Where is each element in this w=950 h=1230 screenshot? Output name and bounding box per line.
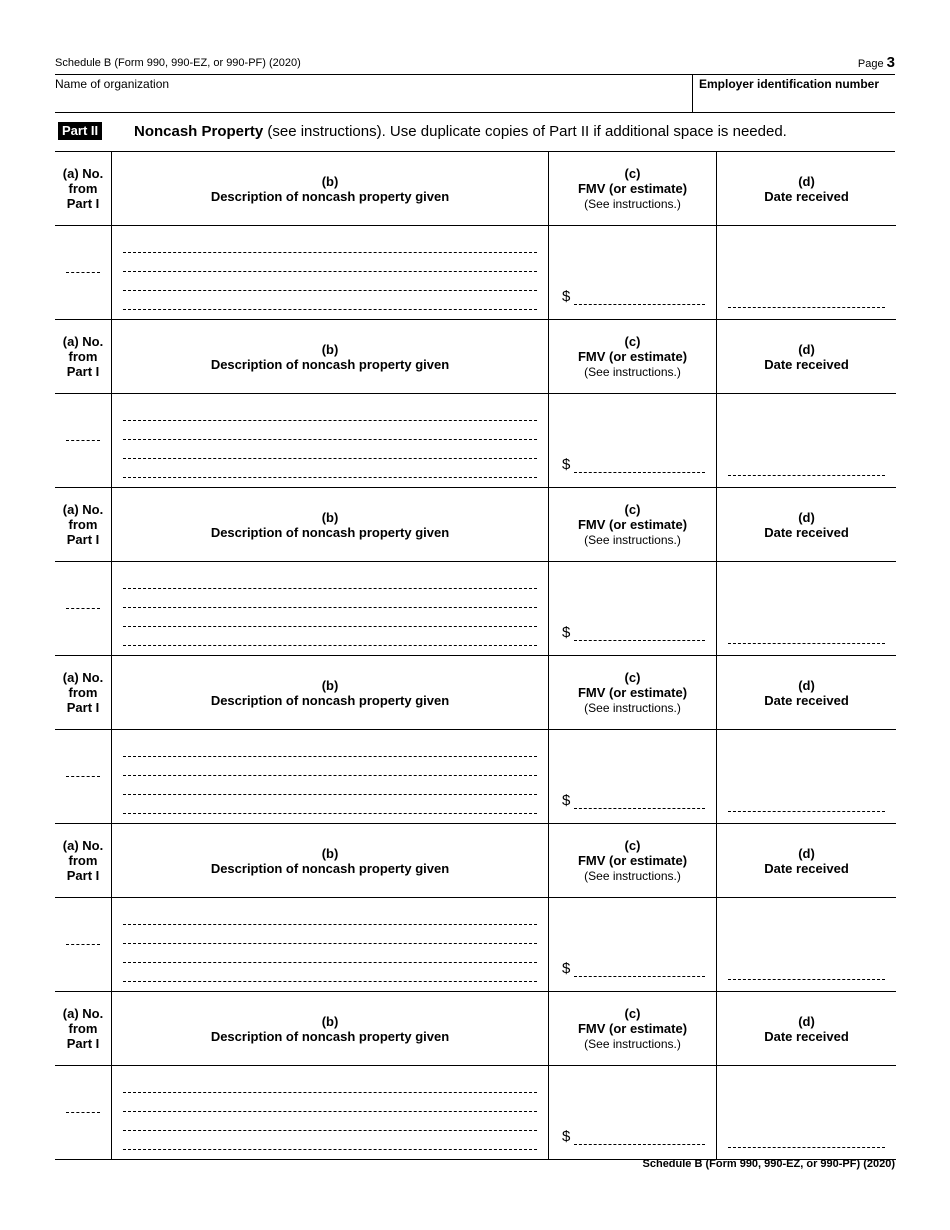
part-i-number-field[interactable] [55,730,112,824]
form-page [55,52,895,1170]
dollar-sign: $ [562,456,571,473]
page-number-value: 3 [886,54,895,71]
col-b-header: (b) Description of noncash property given [112,488,549,562]
entry-row [55,1066,896,1160]
part-title [134,123,787,140]
col-b-header: (b) Description of noncash property given [112,656,549,730]
col-a-header: (a) No. from Part I [55,656,112,730]
col-d-header: (d) Date received [717,656,897,730]
col-c-header: (c) FMV (or estimate) (See instructions.) [549,152,717,226]
ein-field[interactable] [692,75,895,112]
col-b-header: (b) Description of noncash property given [112,320,549,394]
dollar-sign: $ [562,624,571,641]
description-field[interactable] [112,226,549,320]
col-d-header: (d) Date received [717,992,897,1066]
date-received-field[interactable] [717,226,897,320]
column-header-row [55,488,896,562]
part-badge: Part II [58,122,102,140]
entry-row [55,898,896,992]
col-c-header: (c) FMV (or estimate) (See instructions.) [549,992,717,1066]
description-field[interactable] [112,730,549,824]
column-header-row [55,656,896,730]
dollar-sign: $ [562,792,571,809]
fmv-field[interactable] [549,1066,717,1160]
fmv-field[interactable] [549,898,717,992]
dollar-sign: $ [562,1128,571,1145]
description-field[interactable] [112,394,549,488]
col-a-header: (a) No. from Part I [55,992,112,1066]
col-d-header: (d) Date received [717,320,897,394]
part-heading [55,113,895,152]
date-received-field[interactable] [717,1066,897,1160]
ein-label: Employer identification number [699,77,880,91]
column-header-row [55,152,896,226]
fmv-field[interactable] [549,226,717,320]
col-d-header: (d) Date received [717,152,897,226]
entry-row [55,562,896,656]
col-c-header: (c) FMV (or estimate) (See instructions.) [549,824,717,898]
dollar-sign: $ [562,960,571,977]
col-c-header: (c) FMV (or estimate) (See instructions.) [549,488,717,562]
entry-row [55,394,896,488]
description-field[interactable] [112,562,549,656]
description-field[interactable] [112,898,549,992]
col-b-header: (b) Description of noncash property given [112,824,549,898]
col-a-header: (a) No. from Part I [55,320,112,394]
col-c-header: (c) FMV (or estimate) (See instructions.) [549,656,717,730]
entry-row [55,226,896,320]
footer-form-id: Schedule B (Form 990, 990-EZ, or 990-PF) (2020) [642,1158,895,1170]
column-header-row [55,992,896,1066]
part-i-number-field[interactable] [55,562,112,656]
form-header [55,52,895,74]
fmv-field[interactable] [549,730,717,824]
column-header-row [55,320,896,394]
col-a-header: (a) No. from Part I [55,488,112,562]
entry-row [55,730,896,824]
col-a-header: (a) No. from Part I [55,152,112,226]
date-received-field[interactable] [717,730,897,824]
organization-row [55,74,895,113]
form-id: Schedule B (Form 990, 990-EZ, or 990-PF) (2020) [55,57,301,69]
part-title-bold: Noncash Property [134,123,264,140]
part-i-number-field[interactable] [55,394,112,488]
description-field[interactable] [112,1066,549,1160]
col-d-header: (d) Date received [717,824,897,898]
col-c-header: (c) FMV (or estimate) (See instructions.) [549,320,717,394]
noncash-property-table [55,152,896,1160]
col-d-header: (d) Date received [717,488,897,562]
date-received-field[interactable] [717,898,897,992]
page-prefix: Page [857,58,884,70]
col-a-header: (a) No. from Part I [55,824,112,898]
fmv-field[interactable] [549,562,717,656]
dollar-sign: $ [562,288,571,305]
part-title-rest: (see instructions). Use duplicate copies of Part II if additional space is needed. [267,123,787,140]
part-i-number-field[interactable] [55,226,112,320]
part-i-number-field[interactable] [55,898,112,992]
column-header-row [55,824,896,898]
date-received-field[interactable] [717,394,897,488]
part-i-number-field[interactable] [55,1066,112,1160]
organization-name-label: Name of organization [55,77,170,91]
fmv-field[interactable] [549,394,717,488]
page-number [858,54,895,71]
col-b-header: (b) Description of noncash property given [112,152,549,226]
date-received-field[interactable] [717,562,897,656]
col-b-header: (b) Description of noncash property given [112,992,549,1066]
